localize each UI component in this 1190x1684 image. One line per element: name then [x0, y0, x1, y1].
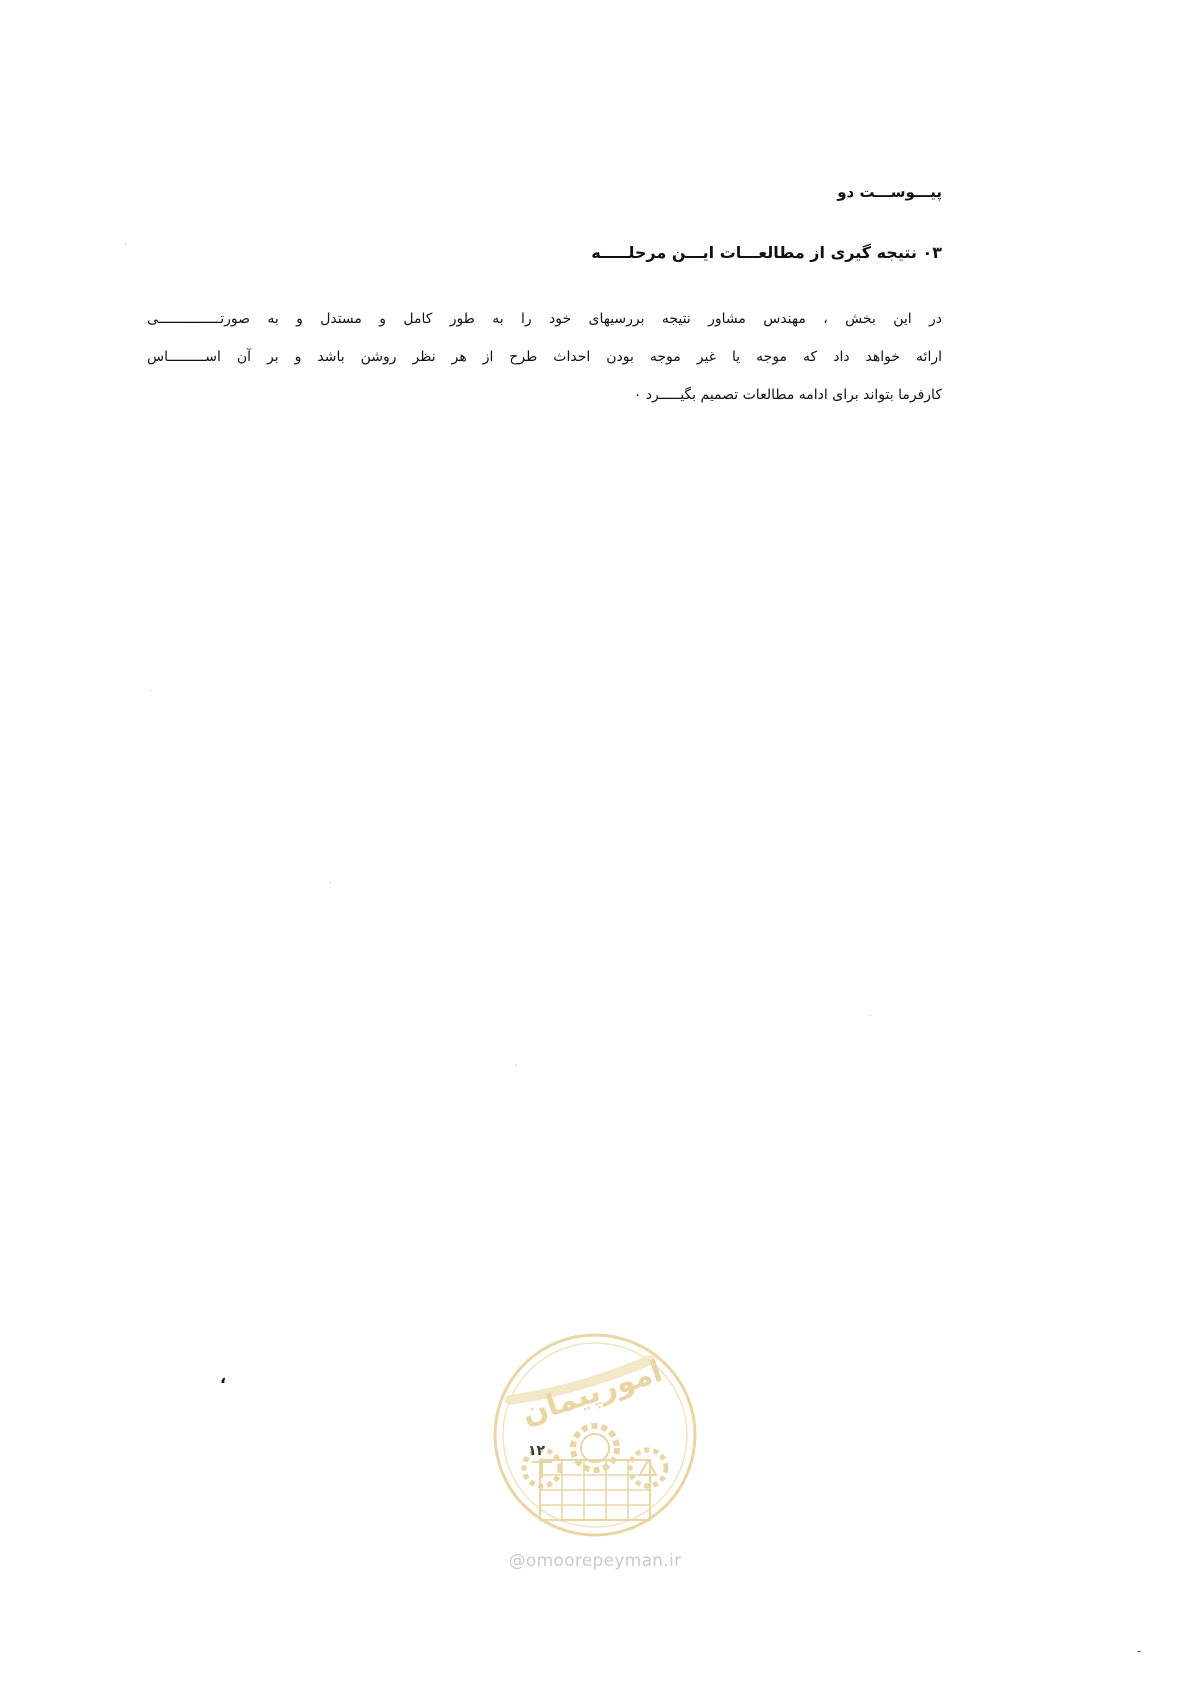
- scan-speck: [870, 1015, 871, 1016]
- page-header: پیـــوســـت دو: [837, 183, 942, 201]
- watermark-logo-text: امورپیمان: [517, 1353, 667, 1433]
- scan-speck: [150, 690, 151, 691]
- body-line: کارفرما بتواند برای ادامه مطالعات تصمیم بگیـــــرد ۰: [633, 387, 942, 403]
- scan-speck: [515, 1065, 516, 1066]
- watermark-logo: [490, 1330, 700, 1540]
- page-number: ۱۲: [528, 1443, 546, 1459]
- scan-speck: [125, 244, 126, 245]
- scan-speck: [330, 882, 331, 883]
- body-line: در این بخش ، مهندس مشاور نتیجه بررسیهای خود را به طور کامل و مستدل و به صورتـــــــــــــــی: [147, 311, 942, 327]
- watermark-domain: @omoorepeyman.ir: [508, 1551, 682, 1571]
- body-paragraph: [147, 300, 942, 414]
- section-title: ۰۳ نتیجه گیری از مطالعـــات ایـــن مرحلـــــه: [591, 243, 942, 262]
- excavator-gear-icon: [630, 1450, 666, 1486]
- stray-mark: ،: [220, 1368, 227, 1387]
- gear-icon: [573, 1426, 617, 1470]
- body-line: ارائه خواهد داد که موجه یا غیر موجه بودن احداث طرح از هر نظر روشن باشد و بر آن اســـــــــاس: [147, 349, 942, 365]
- corner-mark: -: [1137, 1644, 1142, 1658]
